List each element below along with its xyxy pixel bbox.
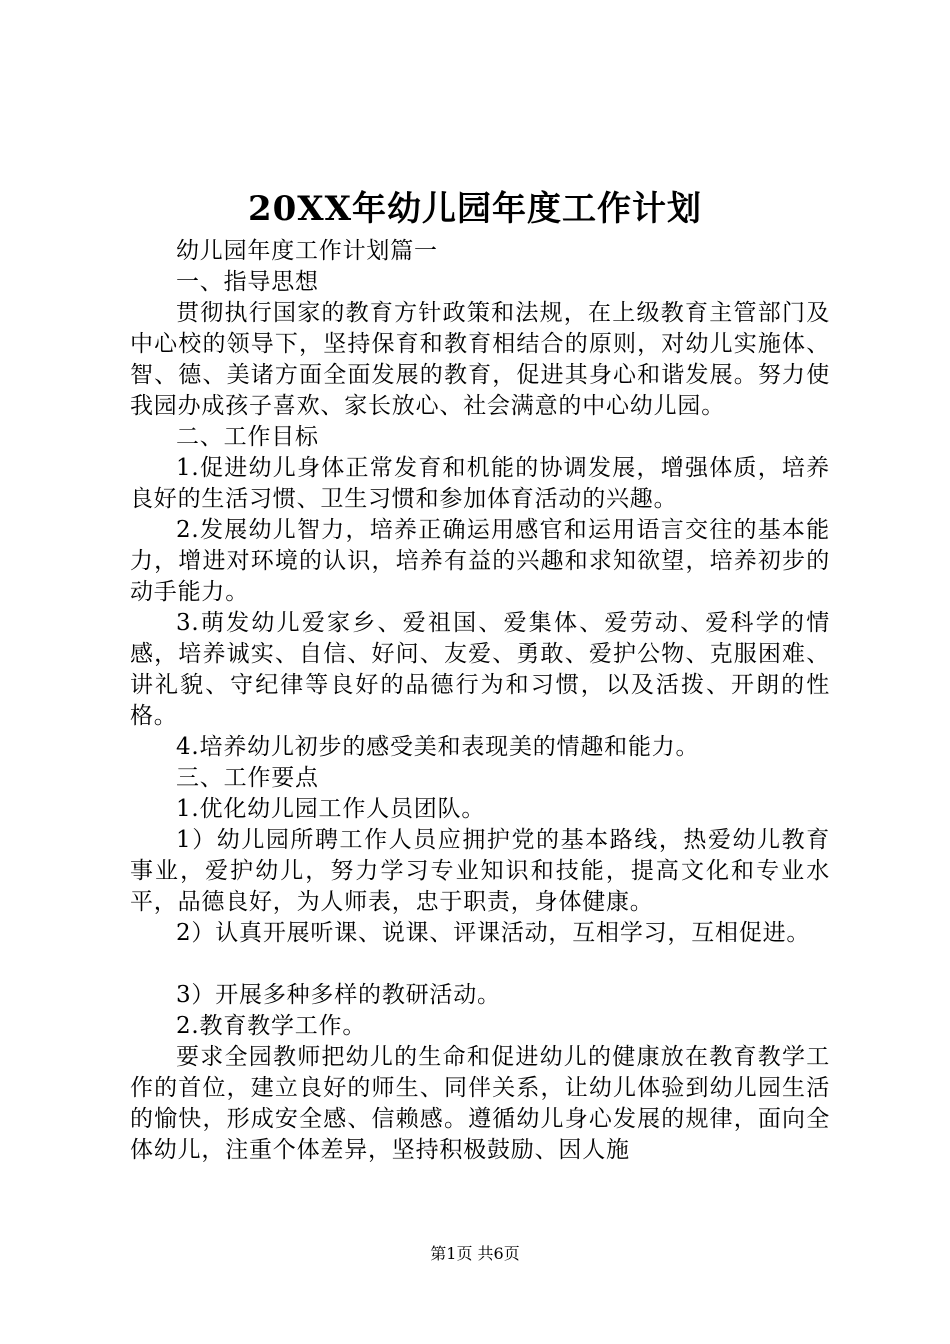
section-heading-guiding-thought: 一、指导思想 — [176, 269, 319, 295]
goal-item-3: 3.萌发幼儿爱家乡、爱祖国、爱集体、爱劳动、爱科学的情感，培养诚实、自信、好问、友爱、勇敢、爱护公物、克服困难、讲礼貌、守纪律等良好的品德行为和习惯，以及活拨、开朗的性格。 — [130, 610, 830, 729]
key-point-1-subitem-1: 1）幼儿园所聘工作人员应拥护党的基本路线，热爱幼儿教育事业，爱护幼儿，努力学习专业知识和技能，提高文化和专业水平，品德良好，为人师表，忠于职责，身体健康。 — [130, 827, 830, 915]
key-point-1-subitem-3: 3）开展多种多样的教研活动。 — [176, 982, 501, 1008]
page-number-footer: 第1页 共6页 — [430, 1244, 520, 1263]
document-body — [130, 236, 830, 1166]
key-point-1: 1.优化幼儿园工作人员团队。 — [176, 796, 486, 822]
goal-item-2: 2.发展幼儿智力，培养正确运用感官和运用语言交往的基本能力，增进对环境的认识，培养有益的兴趣和求知欲望，培养初步的动手能力。 — [130, 517, 830, 605]
section-heading-work-goals: 二、工作目标 — [176, 424, 319, 450]
document-title: 20XX年幼儿园年度工作计划 — [247, 189, 703, 229]
key-point-2-paragraph: 要求全园教师把幼儿的生命和促进幼儿的健康放在教育教学工作的首位，建立良好的师生、同伴关系，让幼儿体验到幼儿园生活的愉快，形成安全感、信赖感。遵循幼儿身心发展的规律，面向全体幼儿，注重个体差异，坚持积极鼓励、因人施 — [130, 1044, 830, 1163]
paragraph-guiding-thought: 贯彻执行国家的教育方针政策和法规，在上级教育主管部门及中心校的领导下，坚持保育和教育相结合的原则，对幼儿实施体、智、德、美诸方面全面发展的教育，促进其身心和谐发展。努力使我园办成孩子喜欢、家长放心、社会满意的中心幼儿园。 — [130, 300, 830, 419]
goal-item-1: 1.促进幼儿身体正常发育和机能的协调发展，增强体质，培养良好的生活习惯、卫生习惯和参加体育活动的兴趣。 — [130, 455, 830, 512]
key-point-2: 2.教育教学工作。 — [176, 1013, 367, 1039]
key-point-1-subitem-2: 2）认真开展听课、说课、评课活动，互相学习，互相促进。 — [176, 920, 811, 946]
goal-item-4: 4.培养幼儿初步的感受美和表现美的情趣和能力。 — [176, 734, 700, 760]
section-heading-key-points: 三、工作要点 — [176, 765, 319, 791]
section-subtitle: 幼儿园年度工作计划篇一 — [176, 238, 438, 264]
